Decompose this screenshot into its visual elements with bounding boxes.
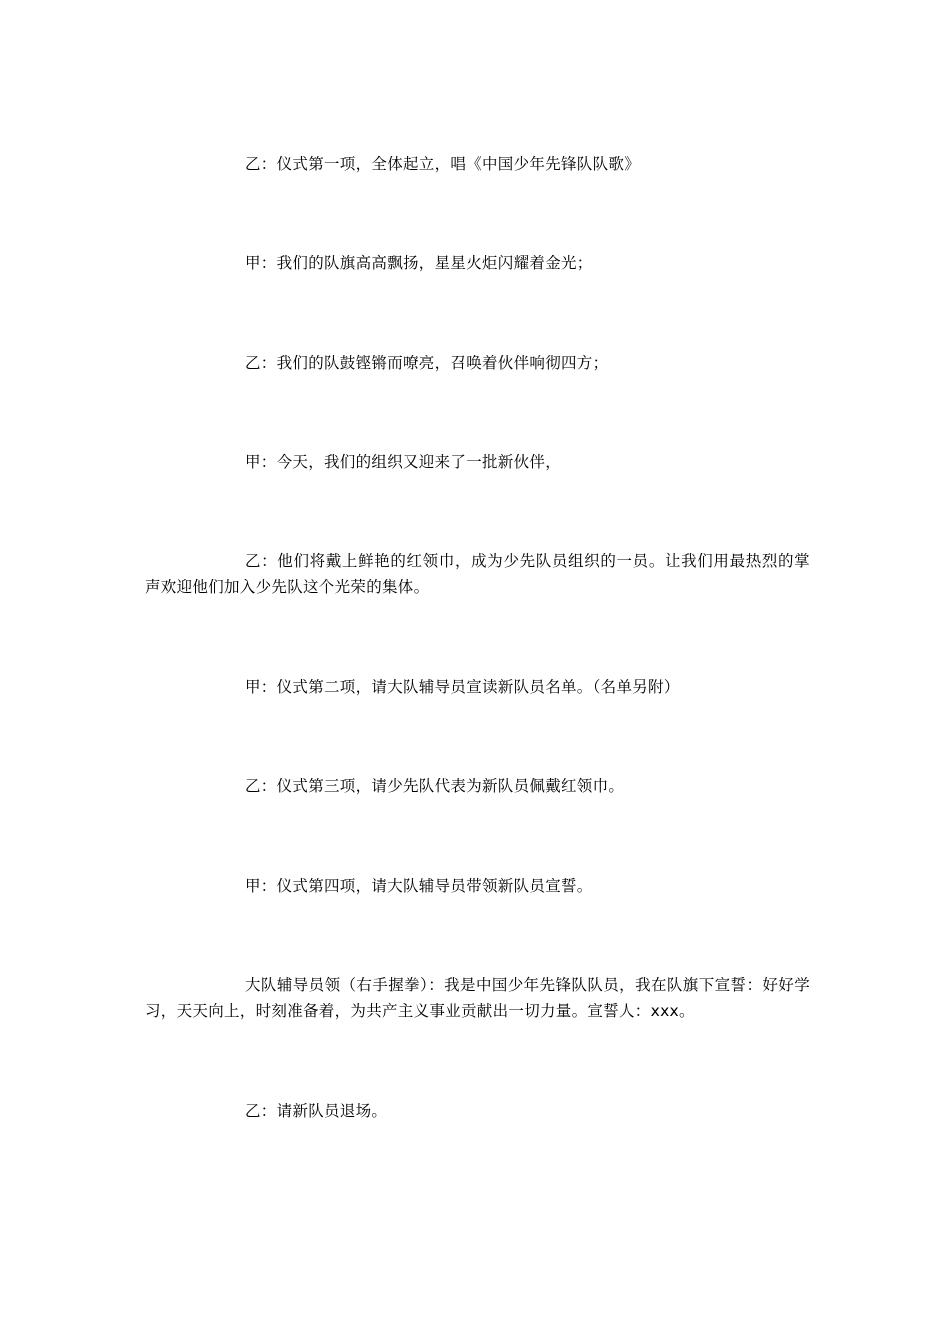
paragraph-ceremony-item-1: 乙：仪式第一项，全体起立，唱《中国少年先锋队队歌》 (245, 155, 641, 173)
paragraph-red-scarf-welcome: 乙：他们将戴上鲜艳的红领巾，成为少先队员组织的一员。让我们用最热烈的掌声欢迎他们加入少先队这个光荣的集体。 (145, 552, 810, 596)
paragraph-ceremony-item-2: 甲：仪式第二项，请大队辅导员宣读新队员名单。（名单另附） (245, 678, 680, 696)
paragraph-ceremony-item-4: 甲：仪式第四项，请大队辅导员带领新队员宣誓。 (245, 877, 593, 895)
paragraph-new-partners: 甲：今天，我们的组织又迎来了一批新伙伴， (245, 453, 562, 471)
paragraph-team-drum: 乙：我们的队鼓铿锵而嘹亮，召唤着伙伴响彻四方； (245, 354, 609, 372)
paragraph-exit: 乙：请新队员退场。 (245, 1102, 388, 1120)
paragraph-oath: 大队辅导员领（右手握拳）：我是中国少年先锋队队员，我在队旗下宣誓：好好学习，天天向上，时刻准备着，为共产主义事业贡献出一切力量。宣誓人：xxx。 (145, 976, 810, 1020)
paragraph-ceremony-item-3: 乙：仪式第三项，请少先队代表为新队员佩戴红领巾。 (245, 777, 625, 795)
paragraph-team-flag: 甲：我们的队旗高高飘扬，星星火炬闪耀着金光； (245, 254, 593, 272)
